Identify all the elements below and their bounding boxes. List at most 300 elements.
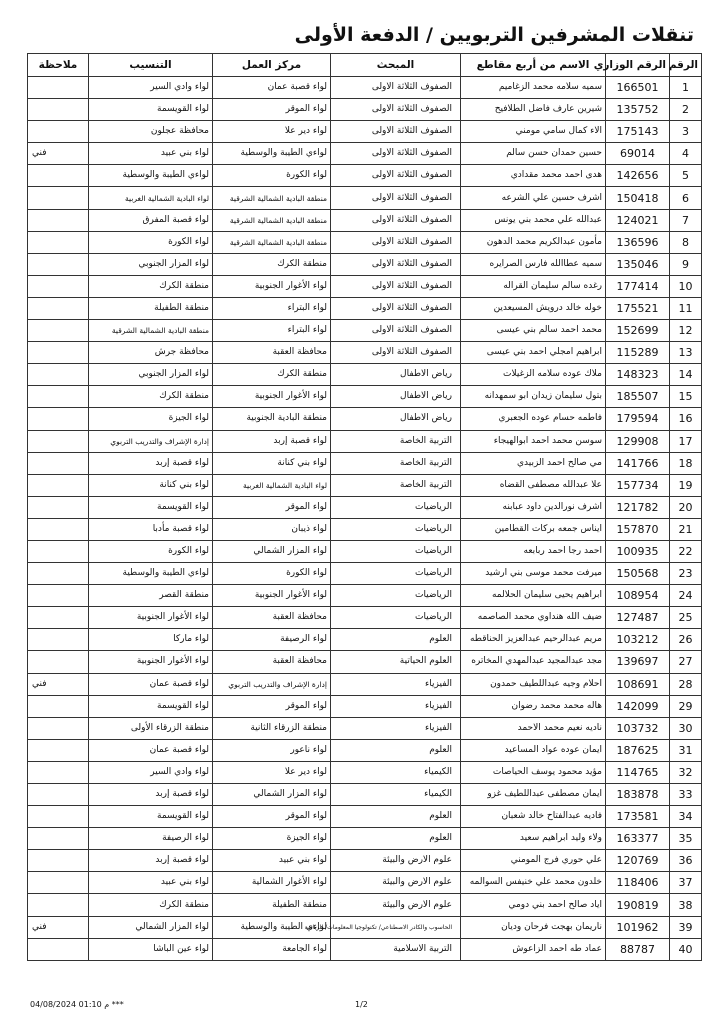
subject-cell: الرياضيات bbox=[331, 607, 461, 629]
employee-name-cell: ايناس جمعه بركات القطامين bbox=[461, 518, 606, 540]
employee-name-cell: مؤيد محمود يوسف الحياصات bbox=[461, 761, 606, 783]
workplace-cell: منطقة البادية الجنوبية bbox=[213, 408, 331, 430]
workplace-cell: لواء دير علا bbox=[213, 761, 331, 783]
assignment-cell: لواء الأغوار الجنوبية bbox=[89, 651, 213, 673]
assignment-cell: منطقة القصر bbox=[89, 585, 213, 607]
employee-name-cell: احمد رجا احمد ربابعه bbox=[461, 540, 606, 562]
subject-cell: الصفوف الثلاثة الاولى bbox=[331, 121, 461, 143]
subject-cell: الصفوف الثلاثة الاولى bbox=[331, 297, 461, 319]
note-cell bbox=[28, 430, 89, 452]
workplace-cell: منطقة الزرقاء الثانية bbox=[213, 717, 331, 739]
assignment-cell: لواء قصبة المفرق bbox=[89, 209, 213, 231]
workplace-cell: لواء قصبة عمان bbox=[213, 77, 331, 99]
subject-cell: علوم الارض والبيئة bbox=[331, 894, 461, 916]
note-cell bbox=[28, 806, 89, 828]
row-number-cell: 26 bbox=[670, 629, 702, 651]
assignment-cell: لواء البادية الشمالية الغربية bbox=[89, 187, 213, 209]
subject-cell: رياض الاطفال bbox=[331, 386, 461, 408]
workplace-cell: لواء الأغوار الجنوبية bbox=[213, 386, 331, 408]
ministry-id-cell: 177414 bbox=[606, 275, 670, 297]
assignment-cell: لواء الكورة bbox=[89, 231, 213, 253]
assignment-cell: محافظة عجلون bbox=[89, 121, 213, 143]
note-cell bbox=[28, 297, 89, 319]
note-cell bbox=[28, 651, 89, 673]
subject-cell: الصفوف الثلاثة الاولى bbox=[331, 165, 461, 187]
assignment-cell: لواءي الطيبة والوسطية bbox=[89, 165, 213, 187]
table-row bbox=[28, 607, 702, 629]
workplace-cell: منطقة البادية الشمالية الشرقية bbox=[213, 209, 331, 231]
subject-cell: العلوم bbox=[331, 828, 461, 850]
transfers-table bbox=[27, 53, 702, 961]
employee-name-cell: سوسن محمد احمد ابوالهيجاء bbox=[461, 430, 606, 452]
subject-cell: الصفوف الثلاثة الاولى bbox=[331, 275, 461, 297]
subject-cell: علوم الارض والبيئة bbox=[331, 850, 461, 872]
table-row bbox=[28, 121, 702, 143]
subject-cell: الصفوف الثلاثة الاولى bbox=[331, 143, 461, 165]
employee-name-cell: مجد عبدالمجيد عبدالمهدي المخاتره bbox=[461, 651, 606, 673]
ministry-id-cell: 179594 bbox=[606, 408, 670, 430]
ministry-id-cell: 141766 bbox=[606, 452, 670, 474]
subject-cell: الصفوف الثلاثة الاولى bbox=[331, 342, 461, 364]
note-cell bbox=[28, 585, 89, 607]
assignment-cell: لواء الرصيفة bbox=[89, 828, 213, 850]
employee-name-cell: عبدالله علي محمد بني يونس bbox=[461, 209, 606, 231]
assignment-cell: لواء قصبة عمان bbox=[89, 673, 213, 695]
row-number-cell: 19 bbox=[670, 474, 702, 496]
workplace-cell: لواء المزار الشمالي bbox=[213, 784, 331, 806]
ministry-id-cell: 115289 bbox=[606, 342, 670, 364]
note-cell bbox=[28, 850, 89, 872]
row-number-cell: 37 bbox=[670, 872, 702, 894]
employee-name-cell: سميه عطاالله فارس الصرايره bbox=[461, 253, 606, 275]
page-number: 1/2 bbox=[355, 1000, 368, 1009]
table-row bbox=[28, 99, 702, 121]
assignment-cell: لواء عين الباشا bbox=[89, 938, 213, 960]
note-cell bbox=[28, 761, 89, 783]
subject-cell: التربية الخاصة bbox=[331, 452, 461, 474]
ministry-id-cell: 103732 bbox=[606, 717, 670, 739]
row-number-cell: 17 bbox=[670, 430, 702, 452]
employee-name-cell: احلام وجيه عبداللطيف حمدون bbox=[461, 673, 606, 695]
note-cell bbox=[28, 99, 89, 121]
workplace-cell: منطقة الطفيلة bbox=[213, 894, 331, 916]
ministry-id-cell: 142099 bbox=[606, 695, 670, 717]
note-cell bbox=[28, 364, 89, 386]
assignment-cell: منطقة الزرقاء الأولى bbox=[89, 717, 213, 739]
workplace-cell: لواء الموقر bbox=[213, 806, 331, 828]
workplace-cell: منطقة البادية الشمالية الشرقية bbox=[213, 187, 331, 209]
table-row bbox=[28, 320, 702, 342]
assignment-cell: لواء القويسمة bbox=[89, 806, 213, 828]
table-row bbox=[28, 585, 702, 607]
ministry-id-cell: 190819 bbox=[606, 894, 670, 916]
workplace-cell: لواءي الطيبة والوسطية bbox=[213, 143, 331, 165]
ministry-id-cell: 150418 bbox=[606, 187, 670, 209]
workplace-cell: لواء الرصيفة bbox=[213, 629, 331, 651]
note-cell bbox=[28, 894, 89, 916]
row-number-cell: 16 bbox=[670, 408, 702, 430]
subject-cell: رياض الاطفال bbox=[331, 364, 461, 386]
subject-cell: الفيزياء bbox=[331, 673, 461, 695]
workplace-cell: لواء المزار الشمالي bbox=[213, 540, 331, 562]
row-number-cell: 15 bbox=[670, 386, 702, 408]
ministry-id-cell: 185507 bbox=[606, 386, 670, 408]
assignment-cell: إدارة الإشراف والتدريب التربوي bbox=[89, 430, 213, 452]
employee-name-cell: علا عبدالله مصطفى القضاه bbox=[461, 474, 606, 496]
ministry-id-cell: 108691 bbox=[606, 673, 670, 695]
table-row bbox=[28, 209, 702, 231]
note-cell bbox=[28, 695, 89, 717]
employee-name-cell: علي حوري فرج المومني bbox=[461, 850, 606, 872]
ministry-id-cell: 103212 bbox=[606, 629, 670, 651]
subject-cell: الفيزياء bbox=[331, 695, 461, 717]
table-row bbox=[28, 673, 702, 695]
workplace-cell: لواء البادية الشمالية الغربية bbox=[213, 474, 331, 496]
workplace-cell: إدارة الإشراف والتدريب التربوي bbox=[213, 673, 331, 695]
row-number-cell: 9 bbox=[670, 253, 702, 275]
ministry-id-cell: 88787 bbox=[606, 938, 670, 960]
assignment-cell: لواءي الطيبة والوسطية bbox=[89, 563, 213, 585]
row-number-cell: 38 bbox=[670, 894, 702, 916]
note-cell bbox=[28, 231, 89, 253]
workplace-cell: لواء دير علا bbox=[213, 121, 331, 143]
assignment-cell: لواء قصبة إربد bbox=[89, 850, 213, 872]
employee-name-cell: فاطمه حسام عوده الجعبري bbox=[461, 408, 606, 430]
workplace-cell: لواء الأغوار الجنوبية bbox=[213, 275, 331, 297]
assignment-cell: منطقة الكرك bbox=[89, 275, 213, 297]
row-number-cell: 1 bbox=[670, 77, 702, 99]
note-cell bbox=[28, 342, 89, 364]
subject-cell: الصفوف الثلاثة الاولى bbox=[331, 99, 461, 121]
ministry-id-cell: 183878 bbox=[606, 784, 670, 806]
ministry-id-cell: 100935 bbox=[606, 540, 670, 562]
subject-cell: الكيمياء bbox=[331, 784, 461, 806]
row-number-cell: 4 bbox=[670, 143, 702, 165]
workplace-cell: لواء قصبة إربد bbox=[213, 430, 331, 452]
subject-cell: العلوم الحياتية bbox=[331, 651, 461, 673]
table-row bbox=[28, 452, 702, 474]
ministry-id-cell: 127487 bbox=[606, 607, 670, 629]
table-row bbox=[28, 563, 702, 585]
employee-name-cell: ايمان مصطفى عبداللطيف غزو bbox=[461, 784, 606, 806]
row-number-cell: 8 bbox=[670, 231, 702, 253]
employee-name-cell: خلدون محمد علي خنيفس السوالمه bbox=[461, 872, 606, 894]
ministry-id-cell: 163377 bbox=[606, 828, 670, 850]
note-cell: فني bbox=[28, 916, 89, 938]
note-cell bbox=[28, 121, 89, 143]
note-cell bbox=[28, 828, 89, 850]
ministry-id-cell: 152699 bbox=[606, 320, 670, 342]
workplace-cell: منطقة البادية الشمالية الشرقية bbox=[213, 231, 331, 253]
page-title: تنقلات المشرفين التربويين / الدفعة الأولى bbox=[294, 24, 694, 46]
workplace-cell: لواء الجيزة bbox=[213, 828, 331, 850]
row-number-cell: 28 bbox=[670, 673, 702, 695]
employee-name-cell: ناديه نعيم محمد الاحمد bbox=[461, 717, 606, 739]
row-number-cell: 34 bbox=[670, 806, 702, 828]
note-cell bbox=[28, 452, 89, 474]
row-number-cell: 31 bbox=[670, 739, 702, 761]
row-number-cell: 6 bbox=[670, 187, 702, 209]
row-number-cell: 3 bbox=[670, 121, 702, 143]
column-header-note: ملاحظة bbox=[28, 54, 89, 77]
table-row bbox=[28, 165, 702, 187]
assignment-cell: لواء الجيزة bbox=[89, 408, 213, 430]
table-row bbox=[28, 695, 702, 717]
note-cell bbox=[28, 77, 89, 99]
ministry-id-cell: 108954 bbox=[606, 585, 670, 607]
assignment-cell: لواء القويسمة bbox=[89, 496, 213, 518]
table-row bbox=[28, 540, 702, 562]
employee-name-cell: ميرفت محمد موسى بني ارشيد bbox=[461, 563, 606, 585]
row-number-cell: 29 bbox=[670, 695, 702, 717]
ministry-id-cell: 101962 bbox=[606, 916, 670, 938]
table-row bbox=[28, 629, 702, 651]
note-cell bbox=[28, 629, 89, 651]
note-cell bbox=[28, 275, 89, 297]
assignment-cell: لواء الأغوار الجنوبية bbox=[89, 607, 213, 629]
employee-name-cell: ايمان عوده عواد المساعيد bbox=[461, 739, 606, 761]
row-number-cell: 21 bbox=[670, 518, 702, 540]
column-header-ministry-id: الرقم الوزاري bbox=[606, 54, 670, 77]
row-number-cell: 11 bbox=[670, 297, 702, 319]
workplace-cell: لواء الجامعة bbox=[213, 938, 331, 960]
assignment-cell: لواء القويسمة bbox=[89, 99, 213, 121]
assignment-cell: لواء وادي السير bbox=[89, 77, 213, 99]
table-row bbox=[28, 651, 702, 673]
employee-name-cell: اشرف حسين علي الشرعه bbox=[461, 187, 606, 209]
employee-name-cell: اشرف نورالدين داود عبابنه bbox=[461, 496, 606, 518]
workplace-cell: لواء ذيبان bbox=[213, 518, 331, 540]
subject-cell: الرياضيات bbox=[331, 540, 461, 562]
note-cell bbox=[28, 386, 89, 408]
employee-name-cell: عماد طه احمد الزاعوش bbox=[461, 938, 606, 960]
note-cell bbox=[28, 563, 89, 585]
row-number-cell: 20 bbox=[670, 496, 702, 518]
employee-name-cell: مريم عبدالرحيم عبدالعزيز الحناقطه bbox=[461, 629, 606, 651]
employee-name-cell: سميه سلامه محمد الزغاميم bbox=[461, 77, 606, 99]
table-row bbox=[28, 143, 702, 165]
table-row bbox=[28, 518, 702, 540]
workplace-cell: لواء الموقر bbox=[213, 695, 331, 717]
table-row bbox=[28, 231, 702, 253]
workplace-cell: لواء الكورة bbox=[213, 165, 331, 187]
table-row bbox=[28, 275, 702, 297]
note-cell bbox=[28, 784, 89, 806]
workplace-cell: لواء ناعور bbox=[213, 739, 331, 761]
assignment-cell: منطقة الكرك bbox=[89, 386, 213, 408]
employee-name-cell: محمد احمد سالم بني عيسى bbox=[461, 320, 606, 342]
note-cell bbox=[28, 518, 89, 540]
note-cell bbox=[28, 253, 89, 275]
table-row bbox=[28, 872, 702, 894]
ministry-id-cell: 135752 bbox=[606, 99, 670, 121]
assignment-cell: لواء القويسمة bbox=[89, 695, 213, 717]
assignment-cell: محافظة جرش bbox=[89, 342, 213, 364]
workplace-cell: لواءي الطيبة والوسطية bbox=[213, 916, 331, 938]
row-number-cell: 30 bbox=[670, 717, 702, 739]
row-number-cell: 35 bbox=[670, 828, 702, 850]
table-row bbox=[28, 806, 702, 828]
ministry-id-cell: 148323 bbox=[606, 364, 670, 386]
table-row bbox=[28, 496, 702, 518]
employee-name-cell: حسين حمدان حسن سالم bbox=[461, 143, 606, 165]
ministry-id-cell: 173581 bbox=[606, 806, 670, 828]
table-row bbox=[28, 761, 702, 783]
workplace-cell: منطقة الكرك bbox=[213, 364, 331, 386]
workplace-cell: لواء الموقر bbox=[213, 99, 331, 121]
table-row bbox=[28, 386, 702, 408]
note-cell bbox=[28, 165, 89, 187]
table-row bbox=[28, 916, 702, 938]
note-cell bbox=[28, 872, 89, 894]
subject-cell: الحاسوب والكادر الاصطناعي/ تكنولوجيا المعلومات/ الرياضة bbox=[331, 916, 461, 938]
table-row bbox=[28, 364, 702, 386]
assignment-cell: لواء وادي السير bbox=[89, 761, 213, 783]
row-number-cell: 5 bbox=[670, 165, 702, 187]
assignment-cell: لواء المزار الجنوبي bbox=[89, 253, 213, 275]
row-number-cell: 39 bbox=[670, 916, 702, 938]
column-header-subject: المبحث bbox=[331, 54, 461, 77]
row-number-cell: 23 bbox=[670, 563, 702, 585]
table-row bbox=[28, 77, 702, 99]
assignment-cell: لواء ماركا bbox=[89, 629, 213, 651]
employee-name-cell: اياد صالح احمد بني دومي bbox=[461, 894, 606, 916]
workplace-cell: لواء بني عبيد bbox=[213, 850, 331, 872]
ministry-id-cell: 114765 bbox=[606, 761, 670, 783]
employee-name-cell: مأمون عبدالكريم محمد الدهون bbox=[461, 231, 606, 253]
employee-name-cell: ناريمان بهجت فرحان وديان bbox=[461, 916, 606, 938]
column-header-number: الرقم bbox=[670, 54, 702, 77]
employee-name-cell: بتول سليمان زيدان ابو سمهدانه bbox=[461, 386, 606, 408]
row-number-cell: 24 bbox=[670, 585, 702, 607]
subject-cell: الرياضيات bbox=[331, 496, 461, 518]
workplace-cell: لواء البتراء bbox=[213, 320, 331, 342]
workplace-cell: محافظة العقبة bbox=[213, 342, 331, 364]
ministry-id-cell: 166501 bbox=[606, 77, 670, 99]
row-number-cell: 2 bbox=[670, 99, 702, 121]
table-header-row bbox=[28, 54, 702, 77]
assignment-cell: لواء المزار الشمالي bbox=[89, 916, 213, 938]
note-cell bbox=[28, 408, 89, 430]
ministry-id-cell: 135046 bbox=[606, 253, 670, 275]
table-row bbox=[28, 297, 702, 319]
row-number-cell: 25 bbox=[670, 607, 702, 629]
table-row bbox=[28, 408, 702, 430]
ministry-id-cell: 136596 bbox=[606, 231, 670, 253]
ministry-id-cell: 124021 bbox=[606, 209, 670, 231]
row-number-cell: 27 bbox=[670, 651, 702, 673]
subject-cell: الصفوف الثلاثة الاولى bbox=[331, 187, 461, 209]
table-row bbox=[28, 894, 702, 916]
table-row bbox=[28, 850, 702, 872]
employee-name-cell: ابراهيم يحيى سليمان الحلالمه bbox=[461, 585, 606, 607]
row-number-cell: 32 bbox=[670, 761, 702, 783]
workplace-cell: محافظة العقبة bbox=[213, 607, 331, 629]
assignment-cell: لواء قصبة إربد bbox=[89, 784, 213, 806]
subject-cell: العلوم bbox=[331, 806, 461, 828]
table-row bbox=[28, 342, 702, 364]
column-header-name: الاسم من أربع مقاطع bbox=[461, 54, 606, 77]
employee-name-cell: شيرين عارف فاضل الطلافيح bbox=[461, 99, 606, 121]
subject-cell: العلوم bbox=[331, 739, 461, 761]
subject-cell: الصفوف الثلاثة الاولى bbox=[331, 77, 461, 99]
subject-cell: الرياضيات bbox=[331, 585, 461, 607]
employee-name-cell: ولاء وليد ابراهيم سعيد bbox=[461, 828, 606, 850]
ministry-id-cell: 129908 bbox=[606, 430, 670, 452]
subject-cell: العلوم bbox=[331, 629, 461, 651]
employee-name-cell: ملاك عوده سلامه الزغيلات bbox=[461, 364, 606, 386]
note-cell bbox=[28, 320, 89, 342]
row-number-cell: 12 bbox=[670, 320, 702, 342]
assignment-cell: لواء قصبة مأدبا bbox=[89, 518, 213, 540]
assignment-cell: لواء بني عبيد bbox=[89, 872, 213, 894]
row-number-cell: 10 bbox=[670, 275, 702, 297]
note-cell bbox=[28, 938, 89, 960]
employee-name-cell: ابراهيم امجلي احمد بني عيسى bbox=[461, 342, 606, 364]
workplace-cell: لواء الأغوار الشمالية bbox=[213, 872, 331, 894]
note-cell bbox=[28, 187, 89, 209]
table-row bbox=[28, 430, 702, 452]
employee-name-cell: رغده سالم سليمان القراله bbox=[461, 275, 606, 297]
table-row bbox=[28, 739, 702, 761]
ministry-id-cell: 175143 bbox=[606, 121, 670, 143]
ministry-id-cell: 157870 bbox=[606, 518, 670, 540]
assignment-cell: لواء بني كنانة bbox=[89, 474, 213, 496]
column-header-assignment: التنسيب bbox=[89, 54, 213, 77]
assignment-cell: لواء المزار الجنوبي bbox=[89, 364, 213, 386]
assignment-cell: منطقة الطفيلة bbox=[89, 297, 213, 319]
row-number-cell: 7 bbox=[670, 209, 702, 231]
subject-cell: الفيزياء bbox=[331, 717, 461, 739]
assignment-cell: لواء قصبة إربد bbox=[89, 452, 213, 474]
workplace-cell: لواء البتراء bbox=[213, 297, 331, 319]
subject-cell: رياض الاطفال bbox=[331, 408, 461, 430]
row-number-cell: 40 bbox=[670, 938, 702, 960]
subject-cell: الكيمياء bbox=[331, 761, 461, 783]
row-number-cell: 22 bbox=[670, 540, 702, 562]
subject-cell: الصفوف الثلاثة الاولى bbox=[331, 253, 461, 275]
ministry-id-cell: 69014 bbox=[606, 143, 670, 165]
workplace-cell: محافظة العقبة bbox=[213, 651, 331, 673]
employee-name-cell: ضيف الله هنداوي محمد الصاصمه bbox=[461, 607, 606, 629]
subject-cell: التربية الخاصة bbox=[331, 474, 461, 496]
ministry-id-cell: 175521 bbox=[606, 297, 670, 319]
subject-cell: التربية الخاصة bbox=[331, 430, 461, 452]
ministry-id-cell: 142656 bbox=[606, 165, 670, 187]
ministry-id-cell: 139697 bbox=[606, 651, 670, 673]
assignment-cell: لواء بني عبيد bbox=[89, 143, 213, 165]
assignment-cell: منطقة البادية الشمالية الشرقية bbox=[89, 320, 213, 342]
assignment-cell: لواء الكورة bbox=[89, 540, 213, 562]
subject-cell: الرياضيات bbox=[331, 518, 461, 540]
table-row bbox=[28, 717, 702, 739]
note-cell bbox=[28, 474, 89, 496]
employee-name-cell: فاديه عبدالفتاح خالد شعبان bbox=[461, 806, 606, 828]
ministry-id-cell: 118406 bbox=[606, 872, 670, 894]
table-row bbox=[28, 784, 702, 806]
row-number-cell: 18 bbox=[670, 452, 702, 474]
ministry-id-cell: 157734 bbox=[606, 474, 670, 496]
ministry-id-cell: 187625 bbox=[606, 739, 670, 761]
workplace-cell: لواء الموقر bbox=[213, 496, 331, 518]
row-number-cell: 36 bbox=[670, 850, 702, 872]
subject-cell: الصفوف الثلاثة الاولى bbox=[331, 231, 461, 253]
employee-name-cell: الاء كمال سامي مومني bbox=[461, 121, 606, 143]
row-number-cell: 13 bbox=[670, 342, 702, 364]
assignment-cell: لواء قصبة عمان bbox=[89, 739, 213, 761]
print-timestamp: 04/08/2024 م 01:10 *** bbox=[30, 1000, 124, 1009]
note-cell bbox=[28, 540, 89, 562]
